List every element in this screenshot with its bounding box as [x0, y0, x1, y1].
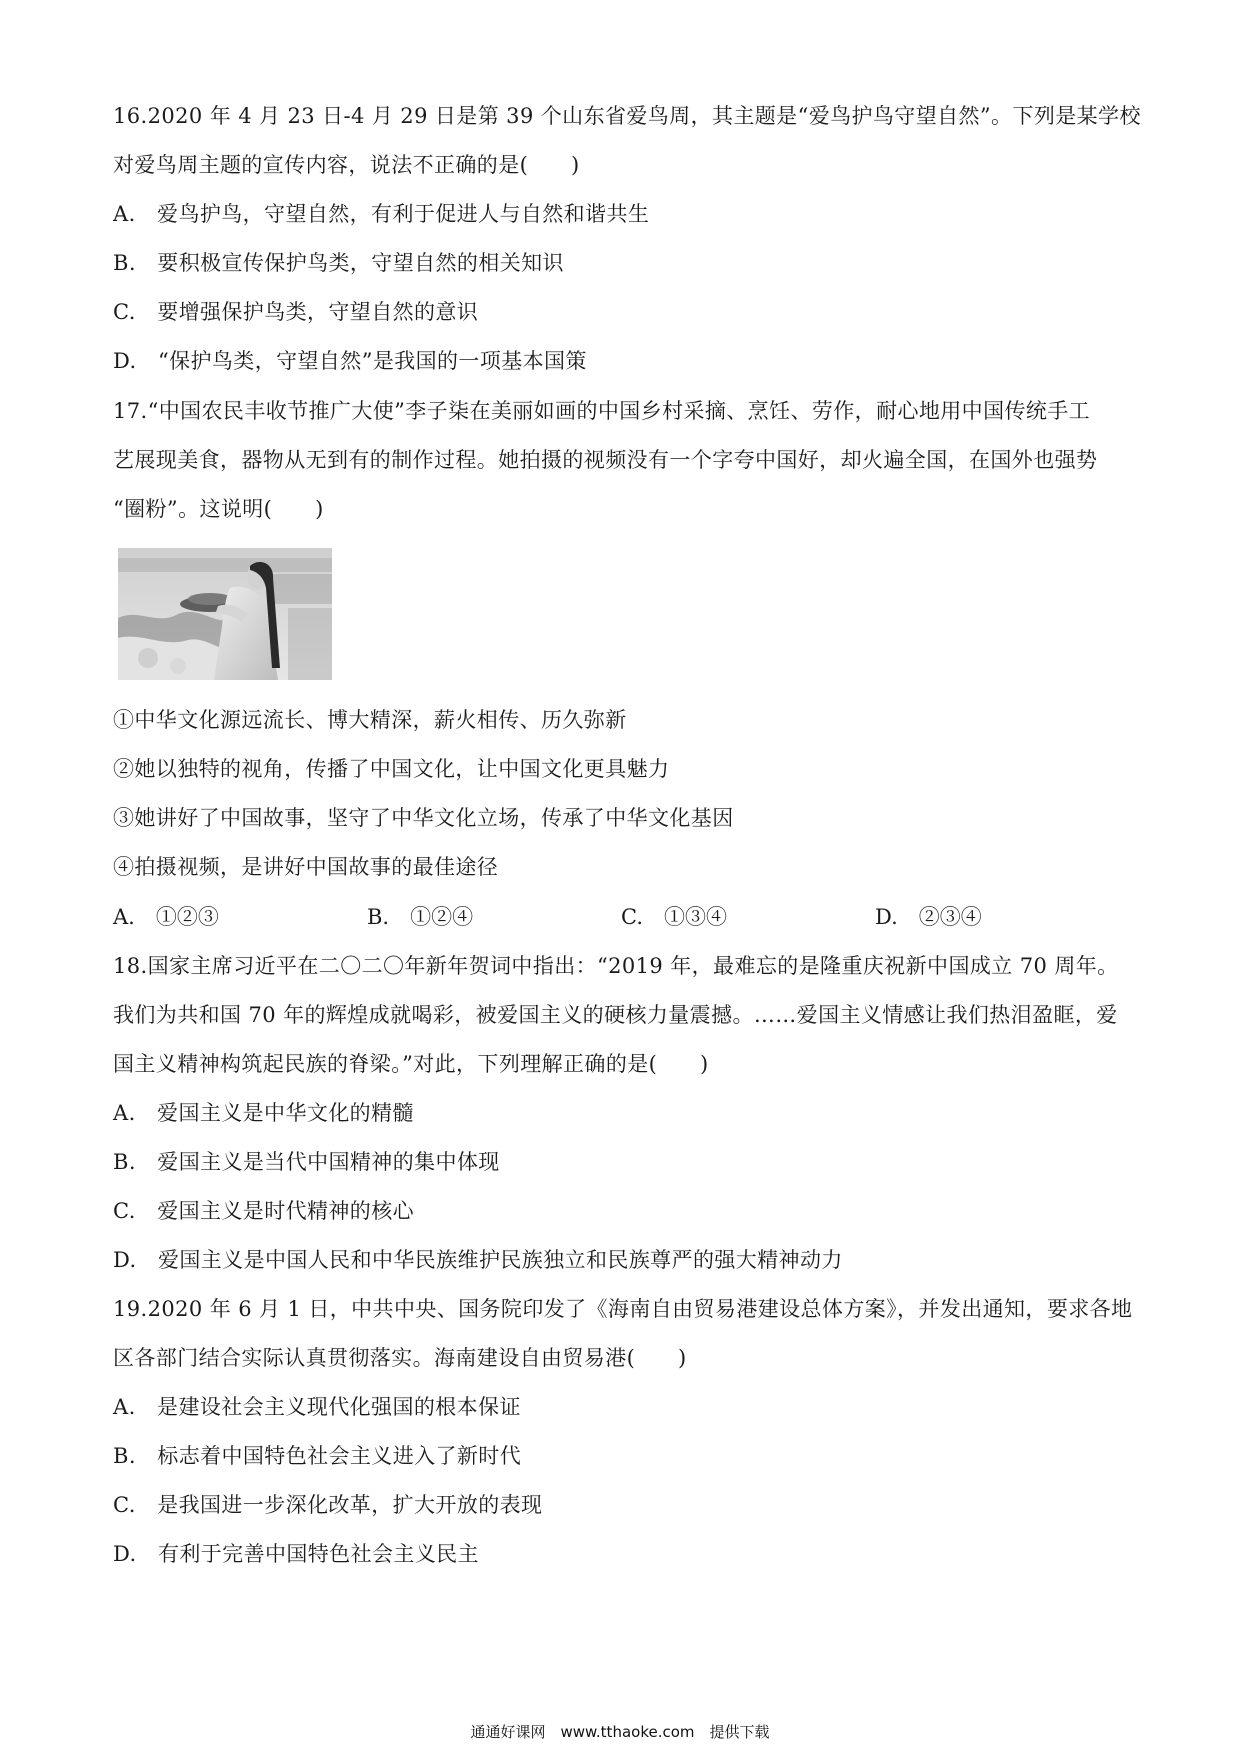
q19-option-c: C. 是我国进一步深化改革，扩大开放的表现 — [113, 1493, 543, 1517]
footer-download-note: 通通好课网 www.tthaoke.com 提供下载 — [470, 1723, 770, 1741]
q17-statement-3: ③她讲好了中国故事，坚守了中华文化立场，传承了中华文化基因 — [113, 806, 734, 830]
q16-option-d: D. “保护鸟类，守望自然”是我国的一项基本国策 — [113, 349, 587, 373]
q18-stem-line2: 我们为共和国 70 年的辉煌成就喝彩，被爱国主义的硬核力量震撼。……爱国主义情感让我们热泪盈眶，爱 — [113, 1003, 1118, 1027]
q17-photo — [118, 548, 332, 680]
q19-option-d: D. 有利于完善中国特色社会主义民主 — [113, 1542, 479, 1566]
q17-option-a: A. ①②③ — [113, 905, 219, 929]
q17-stem-line2: 艺展现美食，器物从无到有的制作过程。她拍摄的视频没有一个字夸中国好，却火遍全国，在国外也强势 — [113, 448, 1098, 472]
q19-stem-line1: 19.2020 年 6 月 1 日，中共中央、国务院印发了《海南自由贸易港建设总体方案》，并发出通知，要求各地 — [113, 1297, 1133, 1321]
q16-stem-line2: 对爱鸟周主题的宣传内容，说法不正确的是( ) — [113, 153, 580, 177]
q18-option-a: A. 爱国主义是中华文化的精髓 — [113, 1101, 414, 1125]
q17-stem-line1: 17.“中国农民丰收节推广大使”李子柒在美丽如画的中国乡村采摘、烹饪、劳作，耐心地用中国传统手工 — [113, 399, 1091, 423]
q17-option-b: B. ①②④ — [367, 905, 474, 929]
q18-option-b: B. 爱国主义是当代中国精神的集中体现 — [113, 1150, 500, 1174]
q19-option-b: B. 标志着中国特色社会主义进入了新时代 — [113, 1444, 522, 1468]
q17-statement-4: ④拍摄视频，是讲好中国故事的最佳途径 — [113, 855, 499, 879]
q18-stem-line1: 18.国家主席习近平在二〇二〇年新年贺词中指出：“2019 年，最难忘的是隆重庆祝新中国成立 70 周年。 — [113, 954, 1119, 978]
q17-stem-line3: “圈粉”。这说明( ) — [113, 497, 324, 521]
q18-option-c: C. 爱国主义是时代精神的核心 — [113, 1199, 414, 1223]
q17-statement-2: ②她以独特的视角，传播了中国文化，让中国文化更具魅力 — [113, 757, 670, 781]
q16-option-c: C. 要增强保护鸟类，守望自然的意识 — [113, 300, 479, 324]
q17-option-d: D. ②③④ — [875, 905, 982, 929]
q16-option-b: B. 要积极宣传保护鸟类，守望自然的相关知识 — [113, 251, 564, 275]
q16-stem-line1: 16.2020 年 4 月 23 日-4 月 29 日是第 39 个山东省爱鸟周，其主题是“爱鸟护鸟守望自然”。下列是某学校 — [113, 104, 1141, 128]
q18-option-d: D. 爱国主义是中国人民和中华民族维护民族独立和民族尊严的强大精神动力 — [113, 1248, 843, 1272]
q16-option-a: A. 爱鸟护鸟，守望自然，有利于促进人与自然和谐共生 — [113, 202, 650, 226]
q17-option-c: C. ①③④ — [621, 905, 727, 929]
q19-option-a: A. 是建设社会主义现代化强国的根本保证 — [113, 1395, 521, 1419]
q17-statement-1: ①中华文化源远流长、博大精深，薪火相传、历久弥新 — [113, 708, 627, 732]
q19-stem-line2: 区各部门结合实际认真贯彻落实。海南建设自由贸易港( ) — [113, 1346, 687, 1370]
q18-stem-line3: 国主义精神构筑起民族的脊梁。”对此，下列理解正确的是( ) — [113, 1052, 709, 1076]
